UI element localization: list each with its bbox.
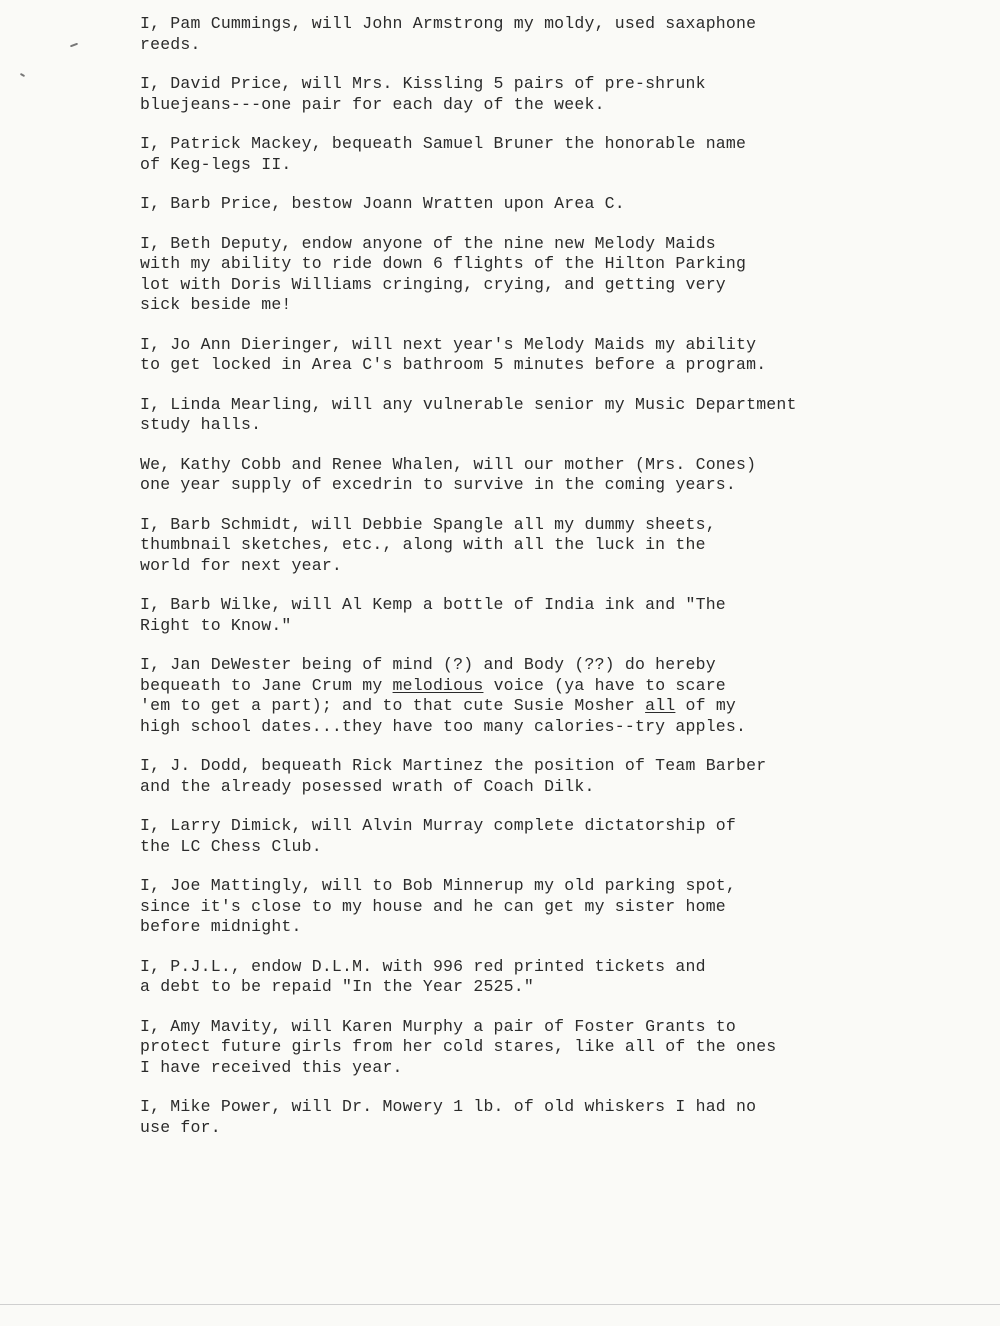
entry-line: high school dates...they have too many calories--try apples. [140, 716, 747, 736]
entry-line: I, Pam Cummings, will John Armstrong my moldy, used saxaphone [140, 14, 757, 33]
will-entry [140, 395, 860, 436]
will-entry [140, 655, 860, 737]
entry-line: I, Barb Price, bestow Joann Wratten upon Area C. [140, 194, 625, 213]
entry-line: I, Joe Mattingly, will to Bob Minnerup my old parking spot, [140, 876, 736, 895]
entry-line: I, Jo Ann Dieringer, will next year's Melody Maids my ability [140, 334, 757, 354]
entry-line: and the already posessed wrath of Coach Dilk. [140, 776, 595, 796]
will-entry [140, 234, 860, 316]
entry-line: to get locked in Area C's bathroom 5 minutes before a program. [140, 355, 767, 374]
entry-line: sick beside me! [140, 295, 292, 314]
entry-line: bluejeans---one pair for each day of the week. [140, 94, 605, 114]
will-entry [140, 756, 860, 797]
entry-line: of Keg-legs II. [140, 154, 292, 174]
entry-line: I have received this year. [140, 1057, 403, 1077]
will-entry [140, 957, 860, 998]
entry-line: I, Mike Power, will Dr. Mowery 1 lb. of old whiskers I had no [140, 1097, 757, 1116]
entry-line: since it's close to my house and he can get my sister home [140, 896, 726, 916]
entry-line: protect future girls from her cold stares, like all of the ones [140, 1037, 777, 1056]
entry-line: 'em to get a part); and to that cute Susie Mosher all of my [140, 696, 737, 715]
entry-line: use for. [140, 1117, 221, 1137]
will-entry [140, 515, 860, 577]
entry-line: I, David Price, will Mrs. Kissling 5 pairs of pre-shrunk [140, 74, 706, 93]
entry-line: a debt to be repaid "In the Year 2525." [140, 977, 534, 996]
entry-line: I, Amy Mavity, will Karen Murphy a pair of Foster Grants to [140, 1016, 736, 1036]
entry-line: I, Larry Dimick, will Alvin Murray complete dictatorship of [140, 816, 736, 835]
entry-line: thumbnail sketches, etc., along with all the luck in the [140, 535, 706, 554]
will-entry [140, 194, 860, 215]
will-entry [140, 816, 860, 857]
entry-line: with my ability to ride down 6 flights of the Hilton Parking [140, 254, 747, 273]
entry-line: before midnight. [140, 917, 302, 936]
entry-line: Right to Know." [140, 615, 292, 635]
entry-line: bequeath to Jane Crum my melodious voice (ya have to scare [140, 675, 726, 695]
entry-line: We, Kathy Cobb and Renee Whalen, will our mother (Mrs. Cones) [140, 454, 757, 474]
entry-line: reeds. [140, 34, 201, 54]
entry-line: study halls. [140, 415, 262, 434]
entry-line: I, Beth Deputy, endow anyone of the nine new Melody Maids [140, 233, 716, 253]
entry-line: I, Linda Mearling, will any vulnerable senior my Music Department [140, 394, 797, 414]
will-entry [140, 455, 860, 496]
will-entry [140, 74, 860, 115]
margin-mark [20, 73, 25, 77]
entry-line: the LC Chess Club. [140, 836, 322, 856]
will-entry [140, 14, 860, 55]
entry-line: world for next year. [140, 555, 343, 575]
entry-line: I, Barb Wilke, will Al Kemp a bottle of India ink and "The [140, 595, 726, 614]
will-entry [140, 1097, 860, 1138]
entry-line: I, Barb Schmidt, will Debbie Spangle all my dummy sheets, [140, 514, 716, 534]
entry-line: I, P.J.L., endow D.L.M. with 996 red printed tickets and [140, 956, 706, 976]
will-entry [140, 134, 860, 175]
will-entry [140, 876, 860, 938]
margin-mark [70, 43, 78, 48]
will-entry [140, 335, 860, 376]
will-entry [140, 1017, 860, 1079]
entry-line: one year supply of excedrin to survive in the coming years. [140, 475, 736, 494]
entry-line: lot with Doris Williams cringing, crying, and getting very [140, 274, 726, 294]
entry-line: I, J. Dodd, bequeath Rick Martinez the position of Team Barber [140, 756, 767, 775]
page-bottom-edge [0, 1304, 1000, 1305]
wills-list [140, 14, 860, 1157]
will-entry [140, 595, 860, 636]
entry-line: I, Jan DeWester being of mind (?) and Body (??) do hereby [140, 655, 716, 674]
entry-line: I, Patrick Mackey, bequeath Samuel Bruner the honorable name [140, 134, 747, 153]
